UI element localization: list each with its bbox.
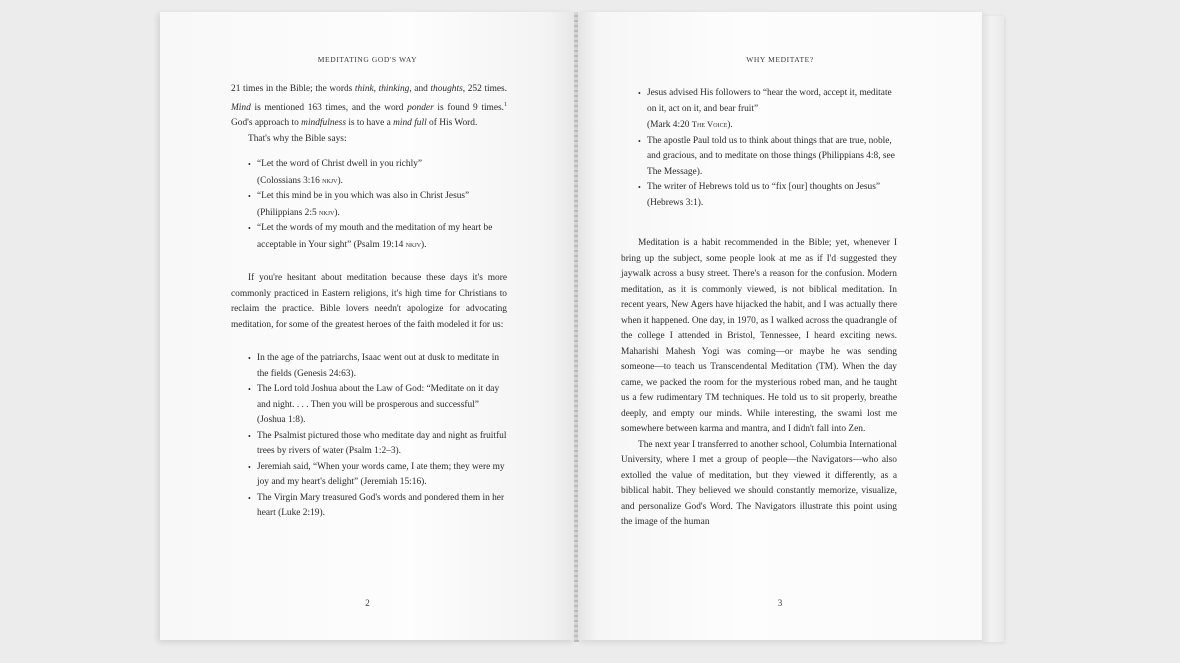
intro-text: God's approach to [231,118,302,129]
verse-quote: “Let the word of Christ dwell in you richly” [257,159,423,170]
intro-text: of His Word. [426,118,478,129]
open-book [160,12,1004,644]
footnote-marker: 1 [504,101,507,108]
body-paragraph: The next year I transferred to another school, Columbia International University, where I met a group of people—the Navigators—who also extolled the value of meditation, but they viewed it differently, as a biblical habit. They believed we should constantly memorize, visualize, and personalize God's Word. The Navigators illustrate this point using the image of the human [621,439,897,527]
citation-ref: (Colossians 3:16 [257,175,323,186]
verse-quote: “Let the words of my mouth and the meditation of my heart be acceptable in Your sight” (Psalm 19:14 [257,223,493,250]
bullet-text: Jesus advised His followers to “hear the word, accept it, meditate on it, act on it, and bear fruit” [647,88,892,114]
emphasis-mindfulness: mindfulness [301,118,346,129]
citation-version: nkjv [405,238,422,249]
list-item [248,157,507,189]
right-page [578,12,982,640]
emphasis-mind: Mind [231,102,251,113]
body-paragraph: If you're hesitant about meditation because these days it's more commonly practiced in Eastern religions, it's high time for Christians to reclaim the practice. Bible lovers needn't apologize for advocating meditation, for some of the greatest heroes of the faith modeled it for us: [231,273,507,330]
running-head-left: MEDITATING GOD'S WAY [317,55,418,64]
citation-ref: (Philippians 2:5 [257,207,319,218]
verse-list [231,157,507,253]
citation-end: ). [727,120,733,130]
intro-text: is mentioned 163 times, and the word [250,102,408,113]
right-page-body [621,86,897,531]
body-paragraph: Meditation is a habit recommended in the Bible; yet, whenever I bring up the subject, some people look at me as if I'd suggested they jaywalk across a busy street. There's a reason for the confusion. Modern meditation, as it is commonly viewed, is not biblical meditation. In recent years, New Agers have hijacked the habit, and I was actually there when it happened. One day, in 1970, as I walked across the quadrangle of the college I attended in Bristol, Tennessee, I heard exciting news. Maharishi Mahesh Yogi was coming—or maybe he was sending someone—to teach us Transcendental Meditation (TM). When the day came, we packed the room for the mysterious robed man, and he taught us a few rudimentary TM techniques. He told us to sit properly, breathe deeply, and empty our minds. While interesting, the swami lost me somewhere between karma and mantra, and I didn't fall into Zen. [621,238,897,434]
verse-citation [257,173,507,190]
list-item: • The apostle Paul told us to think about things that are true, noble, and gracious, and to meditate on those things (Philippians 4:8, see The Message). [638,134,897,181]
verse-quote: “Let this mind be in you which was also in Christ Jesus” [257,191,470,202]
list-item [638,86,897,134]
verse-citation [257,205,507,222]
citation-end: ). [334,207,340,218]
emphasis-think: think [354,84,374,94]
teaching-list [621,86,897,211]
book-edge [982,16,1004,642]
citation-ref: (Mark 4:20 [647,120,692,130]
intro-text: is found 9 times. [433,102,504,113]
emphasis-thinking: thinking [378,84,410,94]
list-item: • The Psalmist pictured those who meditate day and night as fruitful trees by rivers of water (Psalm 1:2–3). [248,429,507,460]
list-item [248,221,507,253]
citation-version: nkjv [322,174,338,185]
lead-in: That's why the Bible says: [248,133,347,144]
bullet-citation [647,117,897,134]
intro-text: , [373,84,379,94]
list-item: • The writer of Hebrews told us to “fix [our] thoughts on Jesus” (Hebrews 3:1). [638,180,897,211]
citation-version: The Voice [691,119,728,129]
citation-version: nkjv [318,206,335,217]
left-page-body [231,82,507,522]
citation-end: ). [337,175,343,186]
intro-paragraph [231,82,507,132]
running-head-right: WHY MEDITATE? [746,55,814,64]
intro-text: , 252 times. [462,84,508,94]
page-number-left: 2 [365,598,370,608]
list-item: • The Virgin Mary treasured God's words and pondered them in her heart (Luke 2:19). [248,491,507,522]
emphasis-thoughts: thoughts [430,84,463,94]
intro-text: 21 times in the Bible; the words [231,84,355,94]
left-page [160,12,575,640]
heroes-list [231,351,507,522]
intro-text: , and [409,84,431,94]
emphasis-ponder: ponder [407,102,434,113]
list-item: • In the age of the patriarchs, Isaac went out at dusk to meditate in the fields (Genesis 24:63). [248,351,507,382]
emphasis-mind-full: mind full [393,118,427,129]
list-item [248,189,507,221]
intro-text: is to have a [345,118,394,129]
list-item: • The Lord told Joshua about the Law of God: “Meditate on it day and night. . . . Then you will be prosperous and successful” (Joshua 1:8). [248,382,507,429]
list-item: • Jeremiah said, “When your words came, I ate them; they were my joy and my heart's delight” (Jeremiah 15:16). [248,460,507,491]
citation-end: ). [421,239,427,250]
page-number-right: 3 [777,598,783,608]
